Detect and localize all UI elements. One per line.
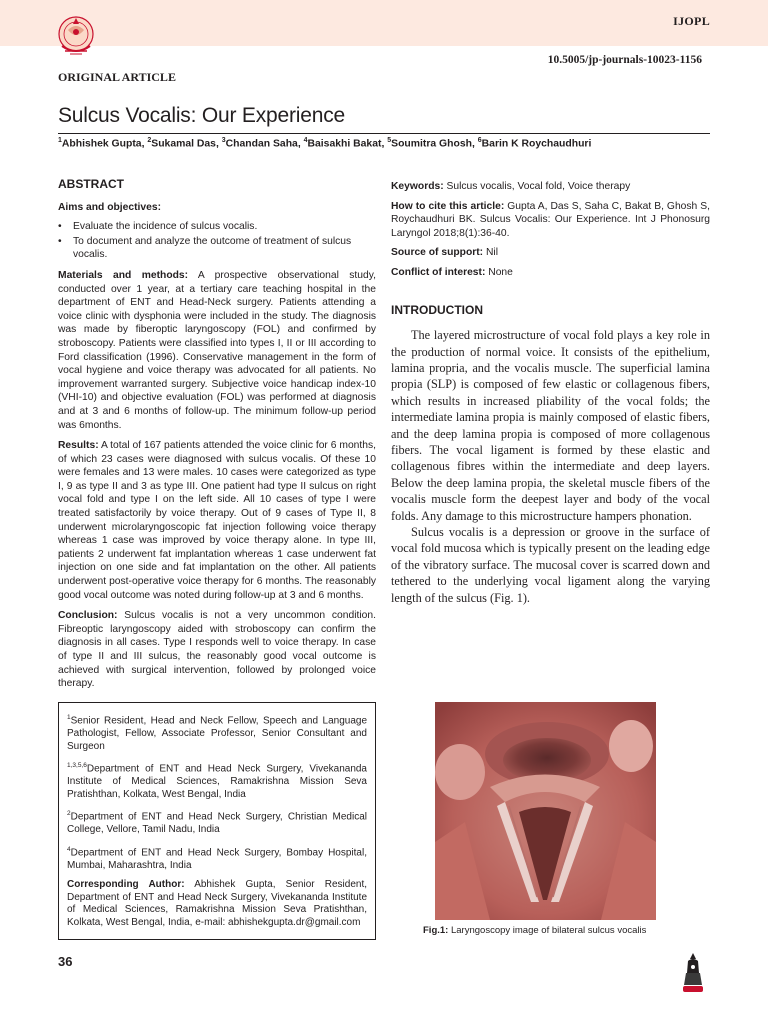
affiliation: $^{1,3,5,6}$Department of ENT and Head Neck Surgery, Vivekananda Institute of Medical Sciences, Ramakrishna Mission Seva Pratishthan, Kolkata, West Bengal, India xyxy=(67,762,367,800)
keywords-label: Keywords: xyxy=(391,181,444,192)
intro-paragraph: The layered microstructure of vocal fold plays a key role in the production of normal voice. It consists of the epithelium, lamina propria, and the vocalis muscle. The superficial lamina propia (SLP) is composed of few elastic or collagenous fibers, which results in increased pliability of the vocal folds; the intermediate lamina propia is mainly composed of elastic fibers, and the deep lamina propia is composed of more collagenous fibers. The vocal ligament is formed by these elastic and collagenous fibres within the intermediate and deep layers. Below the deep lamina propia, the skeletal muscle fibers of the vocalis muscle form the deepest layer and body of the vocal folds. Any damage to this microstructure hampers phonation. xyxy=(391,328,710,523)
conflict-label: Conflict of interest: xyxy=(391,266,486,278)
abstract-column xyxy=(58,178,376,698)
publisher-logo-icon xyxy=(680,951,706,995)
journal-logo-icon xyxy=(56,10,96,64)
aims-list xyxy=(58,220,376,262)
intro-paragraph: Sulcus vocalis is a depression or groove in the surface of vocal fold mucosa which is typically present on the leading edge of the vibratory surface. The mucosal cover is scarred down and tethered to the underlying vocal ligament along the varying length of the sulcus (Fig. 1). xyxy=(391,525,710,605)
author-affil-num: 4 xyxy=(303,137,308,144)
conflict-line xyxy=(391,266,710,280)
author-list: $^1$Abhishek Gupta, $^2$Sukamal Das, $^3$Chandan Saha, $^4$Baisakhi Bakat, $^5$Soumitra Ghosh, $^6$Barin K Roychaudhuri xyxy=(58,137,592,150)
corresponding-label: Corresponding Author: xyxy=(67,879,185,891)
conflict-text: None xyxy=(488,266,513,278)
author-name: Chandan Saha xyxy=(225,138,298,150)
right-column xyxy=(391,180,710,606)
roles-text: Senior Resident, Head and Neck Fellow, Speech and Language Pathologist, Fellow, Associate Professor, Senior Consultant and Surgeon xyxy=(67,715,367,752)
figure-caption xyxy=(423,925,646,936)
affiliation-text: Department of ENT and Head Neck Surgery, Vivekananda Institute of Medical Sciences, Ramakrishna Mission Seva Pratishthan, Kolkata, West Bengal, India xyxy=(67,763,367,800)
abstract-heading: ABSTRACT xyxy=(58,177,124,191)
conclusion-text: Sulcus vocalis is not a very uncommon condition. Fibreoptic laryngoscopy aided with stroboscopy can confirm the diagnosis in all cases. Type I responds well to voice therapy. In case of type II and III sulcus, the reasonably good vocal outcome is achieved with surgical intervention, followed by prolonged voice therapy. xyxy=(58,610,376,690)
article-title: Sulcus Vocalis: Our Experience xyxy=(58,104,345,127)
author-name: Sukamal Das xyxy=(151,138,216,150)
header-band xyxy=(0,0,768,46)
author-name: Baisakhi Bakat xyxy=(307,138,382,150)
journal-abbreviation: IJOPL xyxy=(673,14,710,28)
citation-line xyxy=(391,200,710,241)
introduction-heading: INTRODUCTION xyxy=(391,302,483,317)
author-name: Soumitra Ghosh xyxy=(391,138,472,150)
figure-label: Fig.1: xyxy=(423,925,449,936)
results-label: Results: xyxy=(58,440,99,452)
keywords-text: Sulcus vocalis, Vocal fold, Voice therapy xyxy=(446,181,631,192)
conclusion-label: Conclusion: xyxy=(58,610,118,622)
corresponding-text: Abhishek Gupta, Senior Resident, Department of ENT and Head Neck Surgery, Vivekananda Institute of Medical Sciences, Ramakrishna Mission Seva Pratishthan, Kolkata, West Bengal, India, e-mail: abhishekgupta.dr@gmail.com xyxy=(67,879,367,929)
methods-paragraph xyxy=(58,269,376,432)
author-affil-num: 3 xyxy=(221,137,226,144)
results-text: A total of 167 patients attended the voice clinic for 6 months, of which 23 cases were diagnosed with sulcus vocalis. Of these 10 were females and 13 were males. 10 cases were categorized as type I, 9 as type II and 3 as type III. One patient had type II sulcus on right vocal fold and type I on the left side. All 10 cases of type I were treated satisfactorily by voice therapy. Out of 9 cases of Type II, 8 underwent microlaryngoscopic fat injection following voice therapy whereas 1 case was improved by voice therapy alone. In type III, patients 2 underwent fat implantation whereas 1 case underwent fat injection on one side and fat implantation on the other. All patients underwent post-operative voice therapy for 6 months. The reasonably good vocal outcome was noted during follow-up at 3 and 6 months. xyxy=(58,440,376,601)
keywords-line xyxy=(391,180,710,194)
page-number: 36 xyxy=(58,954,73,969)
affiliation: $^4$Department of ENT and Head Neck Surgery, Bombay Hospital, Mumbai, Maharashtra, India xyxy=(67,845,367,871)
citation-label: How to cite this article: xyxy=(391,200,505,212)
affiliation-text: Department of ENT and Head Neck Surgery, Bombay Hospital, Mumbai, Maharashtra, India xyxy=(67,847,367,871)
author-affil-num: 2 xyxy=(147,137,152,144)
laryngoscopy-image xyxy=(435,702,656,920)
methods-text: A prospective observational study, conducted over 1 year, at a tertiary care teaching hospital in the department of ENT and Head-Neck surgery. Patients attending a voice clinic with dysphonia were included in the study. The diagnosis was made by fiberoptic laryngoscopy (FOL) and confirmed by stroboscopy. Patients were classified into types I, II or III according to Ford classification (1996). Conservative management in the form of vocal hygiene and voice therapy was advocated for all patients. No improvement warranted surgery. Subjective voice handicap index-10 (VHI-10) and objective evaluation (FOL) was performed at diagnosis and at 3 and 6 months of follow-up. The minimum follow-up period was 6months. xyxy=(58,269,376,431)
author-affil-num: 6 xyxy=(477,137,482,144)
figure-caption-text: Laryngoscopy image of bilateral sulcus vocalis xyxy=(450,925,647,936)
support-text: Nil xyxy=(485,247,498,259)
affiliation: $^2$Department of ENT and Head Neck Surgery, Christian Medical College, Vellore, Tamil Nadu, India xyxy=(67,810,367,836)
affiliation-text: Department of ENT and Head Neck Surgery, Christian Medical College, Vellore, Tamil Nadu, India xyxy=(67,811,367,836)
doi[interactable]: 10.5005/jp-journals-10023-1156 xyxy=(547,54,702,66)
author-name: Abhishek Gupta xyxy=(61,138,142,150)
author-roles: $^1$Senior Resident, Head and Neck Fellow, Speech and Language Pathologist, Fellow, Associate Professor, Senior Consultant and Surgeon xyxy=(67,714,367,752)
author-affil-num: 1 xyxy=(58,137,62,144)
list-item: • Evaluate the incidence of sulcus vocalis. xyxy=(58,220,376,234)
article-type: ORIGINAL ARTICLE xyxy=(58,70,176,84)
citation-text: Gupta A, Das S, Saha C, Bakat B, Ghosh S, Roychaudhuri BK. Sulcus Vocalis: Our Experience. Int J Phonosurg Laryngol 2018;8(1):36-40. xyxy=(391,200,710,239)
aims-heading: Aims and objectives: xyxy=(58,201,161,213)
author-affil-num: 5 xyxy=(387,137,392,144)
support-line xyxy=(391,246,710,260)
corresponding-author xyxy=(67,879,367,929)
list-item: • To document and analyze the outcome of treatment of sulcus vocalis. xyxy=(58,235,376,262)
author-name: Barin K Roychaudhuri xyxy=(481,138,592,150)
methods-label: Materials and methods: xyxy=(58,269,189,281)
support-label: Source of support: xyxy=(391,247,484,259)
title-divider xyxy=(58,133,710,134)
results-paragraph xyxy=(58,439,376,602)
affiliation-box xyxy=(58,702,376,940)
conclusion-paragraph xyxy=(58,609,376,691)
